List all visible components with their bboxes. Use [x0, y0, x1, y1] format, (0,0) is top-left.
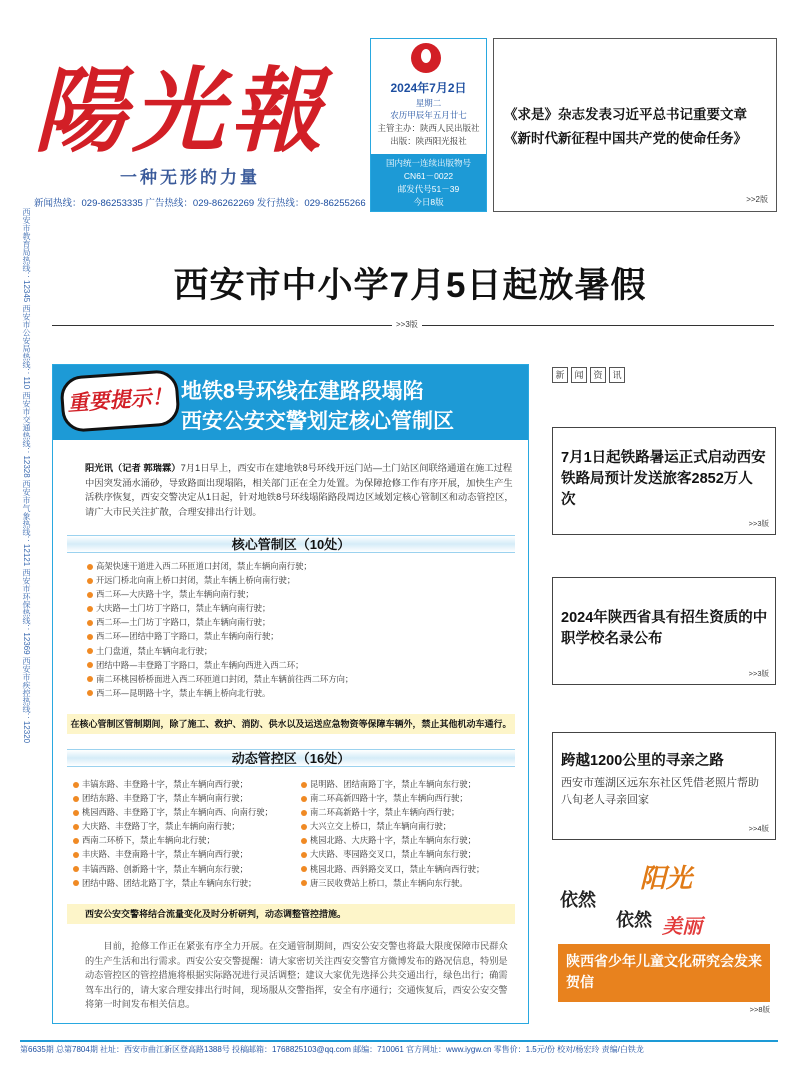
list-item: 丰庆路、丰登南路十字，禁止车辆向西行驶；: [73, 847, 273, 861]
list-item: 南二环高新路十字，禁止车辆向西行驶；: [301, 805, 484, 819]
list-item: 唐三民收费站上桥口，禁止车辆向东行驶。: [301, 876, 484, 890]
news-subtitle: 西安市莲湖区远东东社区凭借老照片帮助八旬老人寻亲回家: [561, 777, 759, 806]
list-item: 大兴立交上桥口，禁止车辆向南行驶；: [301, 819, 484, 833]
list-item: 西二环—昆明路十字，禁止车辆上桥向北行驶。: [87, 686, 353, 700]
top-promo-line2: 《新时代新征程中国共产党的使命任务》: [504, 131, 747, 146]
list-item: 大庆路、丰登路丁字，禁止车辆向南行驶；: [73, 819, 273, 833]
list-item: 丰镐东路、丰登路十字，禁止车辆向西行驶；: [73, 777, 273, 791]
core-zone-list: [87, 559, 353, 700]
list-item: 桃园北路、大庆路十字，禁止车辆向东行驶；: [301, 833, 484, 847]
publisher: 出版：陕西阳光报社: [390, 136, 467, 146]
dynamic-zone-list-left: [73, 777, 273, 890]
news-title: 跨越1200公里的寻亲之路: [561, 753, 724, 769]
dynamic-zone-note: 西安公安交警将结合流量变化及时分析研判，动态调整管控措施。: [67, 904, 515, 924]
lead-headline[interactable]: 西安市中小学7月5日起放暑假: [173, 266, 647, 305]
top-promo-box[interactable]: [493, 38, 777, 212]
list-item: 桃园西路、丰登路丁字，禁止车辆向西、向南行驶；: [73, 805, 273, 819]
story-title-line1: 地铁8号环线在建路段塌陷: [181, 380, 424, 403]
list-item: 团结中路、团结北路丁字，禁止车辆向东行驶；: [73, 876, 273, 890]
page-ref[interactable]: >>3版: [392, 319, 422, 330]
news-card[interactable]: [552, 732, 776, 840]
list-item: 土门盘道，禁止车辆向北行驶；: [87, 644, 353, 658]
page-ref[interactable]: >>3版: [748, 519, 769, 528]
list-item: 丰镐西路、创新路十字，禁止车辆向东行驶；: [73, 862, 273, 876]
core-zone-note: 在核心管制区管制期间，除了施工、救护、消防、供水以及运送应急物资等保障车辆外，禁止其他机动车通行。: [67, 714, 515, 734]
story-title-line2: 西安公安交警划定核心管制区: [181, 410, 454, 433]
weekday: 星期二: [415, 98, 442, 108]
dynamic-zone-list-right: [301, 777, 484, 890]
important-notice-sticker: 重要提示！: [59, 369, 181, 433]
list-item: 西二环—土门坊丁字路口，禁止车辆向南行驶；: [87, 615, 353, 629]
footer-divider: [20, 1040, 778, 1042]
list-item: 南二环桃园桥桥面进入西二环匝道口封闭，禁止车辆前往西二环方向；: [87, 672, 353, 686]
promo-title: 陕西省少年儿童文化研究会发来贺信: [558, 944, 770, 1002]
list-item: 西二环—团结中路丁字路口，禁止车辆向南行驶；: [87, 629, 353, 643]
list-item: 团结东路、丰登路丁字，禁止车辆向南行驶；: [73, 791, 273, 805]
list-item: 西二环—大庆路十字，禁止车辆向南行驶；: [87, 587, 353, 601]
newspaper-logo: 陽光報: [34, 57, 329, 165]
news-card[interactable]: [552, 577, 776, 685]
list-item: 大庆路、枣园路交叉口，禁止车辆向东行驶；: [301, 847, 484, 861]
list-item: 昆明路、团结南路丁字，禁止车辆向东行驶；: [301, 777, 484, 791]
news-title: 2024年陕西省具有招生资质的中职学校名录公布: [561, 610, 768, 647]
main-story: [52, 364, 529, 1024]
page-ref[interactable]: >>3版: [748, 669, 769, 678]
sun-icon: [411, 43, 441, 73]
list-item: 开远门桥北向南上桥口封闭，禁止车辆上桥向南行驶；: [87, 573, 353, 587]
date-box: [370, 38, 487, 212]
list-item: 南二环高新四路十字，禁止车辆向西行驶；: [301, 791, 484, 805]
page-ref[interactable]: >>8版: [749, 1005, 770, 1014]
list-item: 团结中路—丰登路丁字路口，禁止车辆向西进入西二环；: [87, 658, 353, 672]
list-item: 西南二环桥下，禁止车辆向北行驶；: [73, 833, 273, 847]
footer-info: 第6635期 总第7804期 社址：西安市曲江新区登高路1388号 投稿邮箱：1768825103@qq.com 邮编：710061 官方网址：www.iygw.cn 零售价：1.5元/份 校对/杨宏玲 责编/白铁龙: [20, 1045, 644, 1054]
dynamic-zone-heading: 动态管控区（16处）: [67, 749, 515, 767]
news-title: 7月1日起铁路暑运正式启动西安铁路局预计发送旅客2852万人次: [561, 450, 766, 508]
issue-date: 2024年7月2日: [390, 81, 467, 95]
page-ref[interactable]: >>2版: [746, 195, 768, 204]
top-promo-line1: 《求是》杂志发表习近平总书记重要文章: [504, 107, 747, 122]
issue-info: 国内统一连续出版物号 CN61－0022 邮发代号51－39 今日8版: [371, 154, 486, 211]
sponsor: 主管主办：陕西人民出版社: [377, 123, 480, 133]
news-briefs-tag: 新 闻 资 讯: [552, 367, 628, 383]
story-banner: [53, 365, 528, 440]
core-zone-heading: 核心管制区（10处）: [67, 535, 515, 553]
list-item: 大庆路—土门坊丁字路口，禁止车辆向南行驶；: [87, 601, 353, 615]
list-item: 桃园北路、西斜路交叉口，禁止车辆向西行驶；: [301, 862, 484, 876]
story-closing: 目前，抢修工作正在紧张有序全力开展。在交通管制期间，西安公安交警也将最大限度保障市民群众的生产生活和出行需求。西安公安交警提醒：请大家密切关注西安交警官方微博发布的路况信息，特别是动态管控区的管控措施将根据实际路况进行灵活调整；建议大家优先选择公共交通出行，绿色出行；确需驾车出行的，请大家合理安排出行时间，现场服从交警指挥，安全有序通行；交通恢复后，西安公安交警将第一时间发布相关信息。: [85, 941, 508, 1009]
story-lede: 阳光讯（记者 郭瑞霖）7月1日早上，西安市在建地铁8号环线开远门站—土门站区间联络通道在施工过程中因突发涌水涌砂，导致路面出现塌陷，相关部门正在全力处置。为保障抢修工作有序开展，加快生产生活秩序恢复，西安交警决定从1日起，针对地铁8号环线塌陷路段周边区域划定核心管制区和动态管控区，请广大市民关注扩散，合理安排出行计划。: [85, 463, 514, 517]
promo-artwork: 依然 阳光 依然 美丽: [560, 864, 702, 938]
hotlines: 新闻热线：029-86253335 广告热线：029-86262269 发行热线：029-86255266: [34, 198, 366, 209]
news-card[interactable]: [552, 427, 776, 535]
slogan: 一种无形的力量: [120, 168, 260, 187]
side-hotline-strip: 西安市教育局热线：12345 西安市公安局热线：110 西安市交通热线：12328 西安市气象热线：12121 西安市环保热线：12369 西安市疾控热线：12320: [22, 208, 31, 744]
promo-block[interactable]: [552, 852, 776, 1018]
page-ref[interactable]: >>4版: [748, 824, 769, 833]
lunar-date: 农历甲辰年五月廿七: [390, 110, 467, 120]
list-item: 高架快速干道进入西二环匝道口封闭，禁止车辆向南行驶；: [87, 559, 353, 573]
